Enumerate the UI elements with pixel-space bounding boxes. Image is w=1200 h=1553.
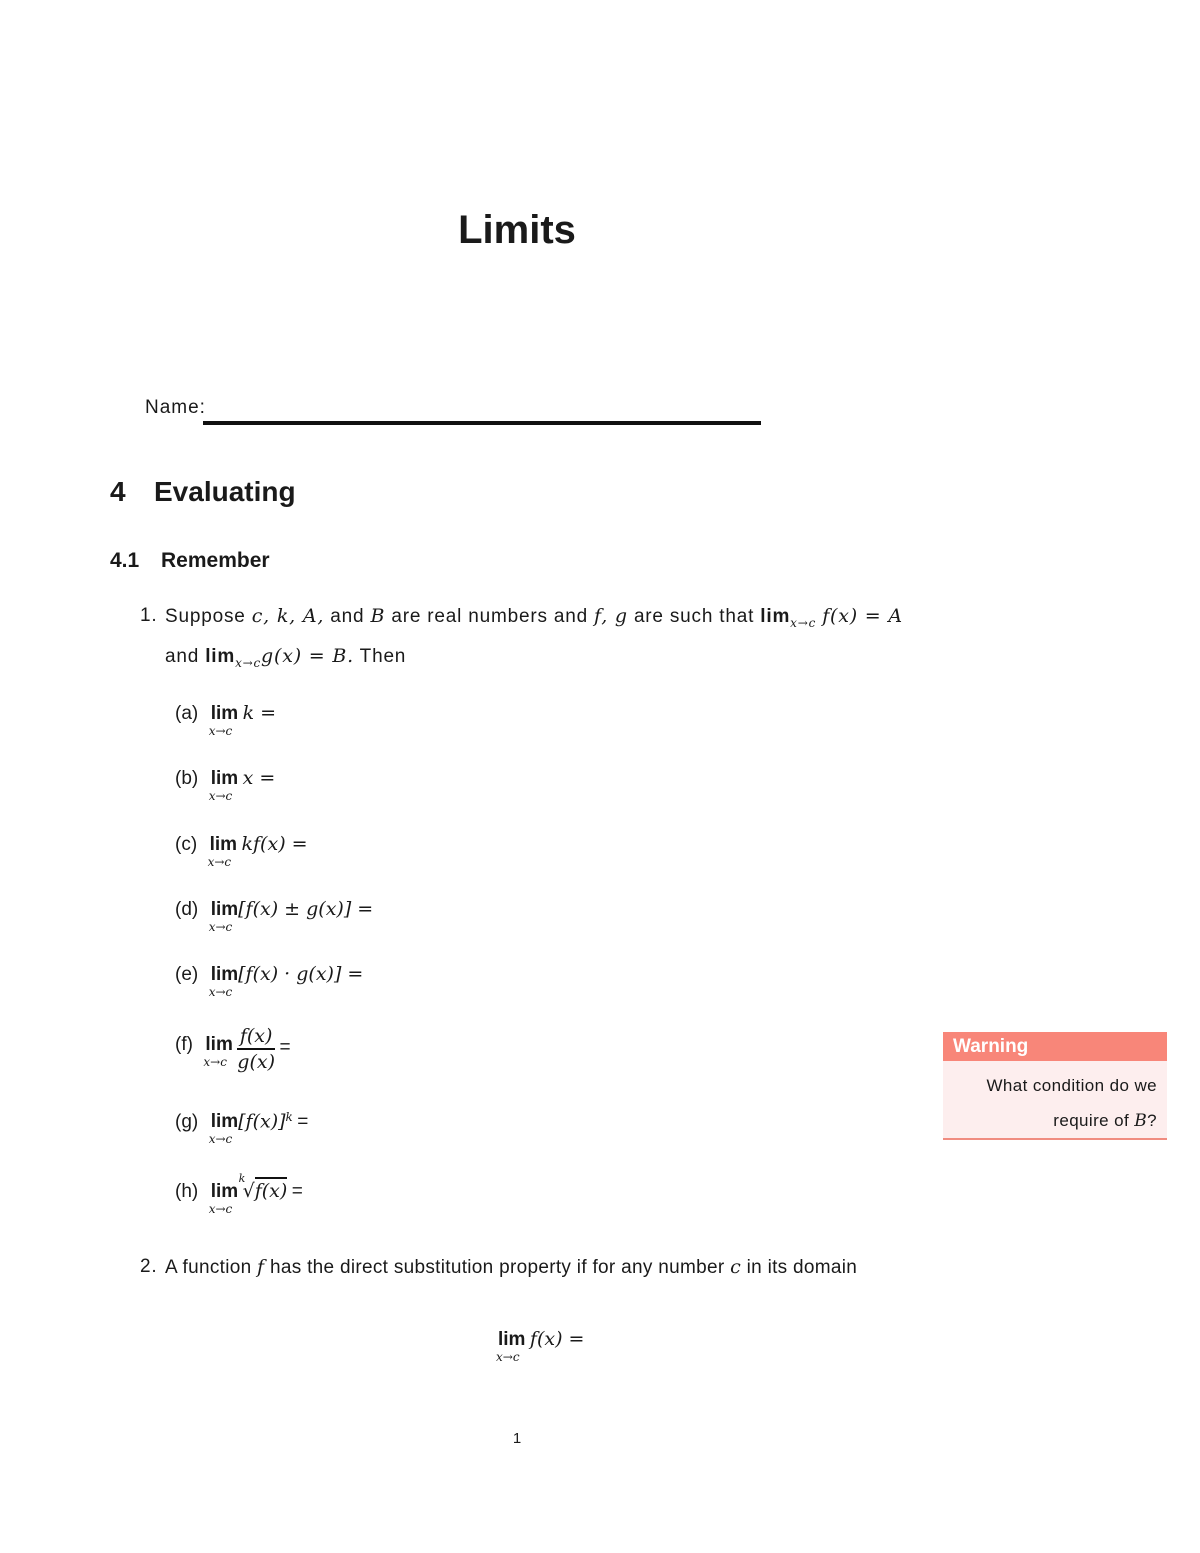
item-1-then: Then	[359, 646, 407, 667]
lim-subscript: x→c	[208, 1202, 233, 1216]
warning-body	[986, 1068, 1157, 1139]
item-1-suppose: Suppose	[165, 606, 246, 627]
name-label: Name:	[145, 397, 206, 418]
part-expression: [f(x) ± g(x)] =	[238, 898, 374, 920]
lim-subscript: x→c	[208, 1132, 233, 1147]
lim-operator: lim	[205, 1034, 233, 1056]
lim-subscript: x→c	[208, 789, 233, 803]
page-title: Limits	[458, 208, 576, 252]
item-1-vars: c, k, A,	[251, 605, 325, 627]
warning-line-1: What condition do we	[986, 1076, 1157, 1095]
item-1-and-2: and	[165, 646, 200, 667]
equals-sign: =	[297, 1111, 309, 1133]
lim-operator: lim	[209, 834, 238, 855]
part-label: (f)	[175, 1034, 193, 1056]
part-g	[175, 1110, 309, 1147]
lim-subscript: x→c	[208, 985, 233, 999]
part-a	[175, 702, 277, 738]
item-1-real: are real numbers and	[391, 606, 588, 627]
part-d	[175, 898, 374, 934]
part-expression: [f(x) · g(x)] =	[238, 963, 364, 985]
radicand: f(x)	[255, 1177, 288, 1202]
lim-subscript: x→c	[208, 920, 233, 934]
part-e	[175, 963, 364, 999]
lim-operator: lim	[210, 768, 239, 789]
page-number: 1	[512, 1430, 522, 1447]
warning-heading: Warning	[943, 1032, 1167, 1061]
item-2-text	[165, 1256, 857, 1279]
part-expression: kf(x) =	[241, 833, 308, 855]
item-2-text-c: in its domain	[746, 1257, 858, 1278]
item-1-lim-2: lim	[205, 646, 236, 667]
item-1-such: are such that	[633, 606, 755, 627]
subsection-title: Remember	[161, 549, 270, 572]
section-title: Evaluating	[154, 476, 296, 507]
item-1-lim: lim	[760, 606, 791, 627]
lim-subscript: x→c	[208, 724, 233, 738]
part-label: (e)	[175, 964, 199, 985]
part-f	[175, 1025, 291, 1073]
equals-sign: =	[279, 1037, 291, 1059]
display-expression: f(x) =	[529, 1328, 585, 1350]
item-2-text-b: has the direct substitution property if for any number	[269, 1257, 725, 1278]
lim-subscript: x→c	[496, 1350, 520, 1364]
fraction-denominator: g(x)	[237, 1051, 275, 1073]
item-2-number: 2.	[140, 1256, 158, 1277]
part-expression: [f(x)]	[238, 1110, 286, 1133]
part-b	[175, 767, 276, 803]
item-1-line-1	[165, 605, 903, 628]
part-label: (c)	[175, 834, 198, 855]
subsection-number: 4.1	[110, 549, 140, 572]
fraction	[237, 1025, 275, 1073]
part-label: (h)	[175, 1181, 199, 1202]
item-2-f: f	[257, 1256, 265, 1278]
part-h	[175, 1172, 303, 1216]
part-label: (d)	[175, 899, 199, 920]
part-label: (g)	[175, 1111, 199, 1133]
radical-sign-icon: k √	[238, 1172, 255, 1202]
fraction-numerator: f(x)	[237, 1025, 275, 1050]
lim-operator: lim	[210, 899, 239, 920]
item-2-display-equation	[496, 1328, 585, 1364]
item-2-c: c	[730, 1256, 742, 1278]
lim-subscript: x→c	[203, 1055, 227, 1070]
lim-operator: lim	[210, 964, 239, 985]
part-c	[175, 833, 308, 869]
lim-operator: lim	[210, 1181, 239, 1202]
warning-line-2: require of B?	[1053, 1111, 1157, 1131]
item-1-lim-sub: x→c	[790, 616, 817, 630]
lim-operator: lim	[498, 1329, 526, 1350]
lim-operator: lim	[210, 1111, 239, 1133]
part-expression: x =	[242, 767, 276, 789]
item-1-B: B	[370, 605, 386, 627]
item-1-gx: g(x) = B.	[261, 645, 354, 667]
name-blank-line[interactable]	[203, 421, 761, 425]
lim-subscript: x→c	[207, 855, 232, 869]
warning-B: B	[1134, 1111, 1148, 1131]
item-1-and: and	[330, 606, 365, 627]
item-1-number: 1.	[140, 605, 158, 626]
root-index: k	[238, 1172, 246, 1185]
section-number: 4	[110, 476, 126, 507]
part-expression: k =	[242, 702, 277, 724]
warning-note	[943, 1032, 1167, 1140]
item-1-line-2	[165, 645, 406, 668]
power-exponent: k	[285, 1110, 293, 1124]
part-label: (a)	[175, 703, 199, 724]
item-1-fx: f(x) = A	[822, 605, 903, 627]
item-2-text-a: A function	[165, 1257, 252, 1278]
lim-operator: lim	[210, 703, 239, 724]
item-1-fg: f, g	[594, 605, 628, 627]
equals-sign: =	[291, 1181, 303, 1202]
part-label: (b)	[175, 768, 199, 789]
item-1-lim-sub-2: x→c	[235, 656, 262, 670]
